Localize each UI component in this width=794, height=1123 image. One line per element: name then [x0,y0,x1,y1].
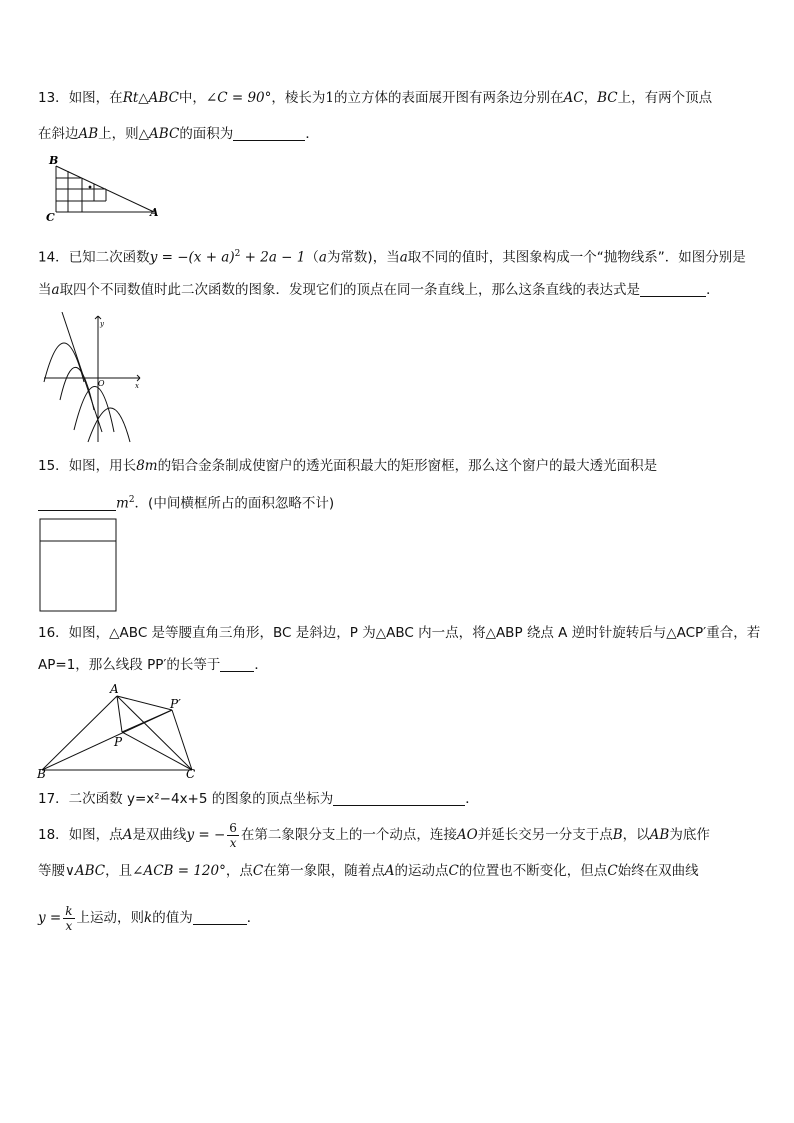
q13-figure [44,154,166,224]
q14-label-O: O [98,379,105,388]
q14-figure [40,312,144,444]
q16-figure [36,680,202,780]
q18-fraction-6-over-x: $\frac{6}{x}$ [229,820,237,850]
q15-answer-blank[interactable] [38,496,116,511]
q13-label-B: B [49,154,59,167]
q16-label-P-prime: P′ [170,697,181,711]
q14-line2: 当a取四个不同数值时此二次函数的图象．发现它们的顶点在同一条直线上，那么这条直线的表达式是 ． [38,282,720,298]
q15-line1: 15．如图，用长8m的铝合金条制成使窗户的透光面积最大的矩形窗框，那么这个窗户的最大透光面积是 [38,458,658,474]
q13-answer-blank[interactable] [233,126,305,141]
q17-line: 17．二次函数 y=x²−4x+5 的图象的顶点坐标为 ． [38,791,479,807]
q13-line1: 13．如图，在Rt△ABC中，∠C = 90°，棱长为1的立方体的表面展开图有两条边分别在AC，BC上，有两个顶点 [38,90,713,106]
q18-answer-blank[interactable] [193,910,247,925]
q13-label-C: C [46,211,55,224]
q13-label-A: A [150,206,159,219]
q16-line1: 16．如图，△ABC 是等腰直角三角形，BC 是斜边，P 为△ABC 内一点，将△ABP 绕点 A 逆时针旋转后与△ACP′重合，若 [38,625,761,641]
q16-label-A: A [110,682,119,696]
q18-line3: y = $\frac{k}{x}$ 上运动，则k的值为 ． [38,903,261,933]
q16-label-C: C [186,767,196,780]
q18-line2: 等腰∨ABC，且∠ACB = 120°，点C在第一象限，随着点A的运动点C的位置也不断变化，但点C始终在双曲线 [38,863,699,879]
q13-line2: 在斜边AB上，则△ABC的面积为 ． [38,126,319,142]
q17-answer-blank[interactable] [333,791,465,806]
q18-fraction-k-over-x: $\frac{k}{x}$ [65,903,73,933]
q15-line2: $m^2$．(中间横框所占的面积忽略不计) [38,491,334,513]
q14-answer-blank[interactable] [640,282,706,297]
q15-window-figure [39,518,119,614]
q16-answer-blank[interactable] [220,657,254,672]
q14-label-x: x [135,382,139,390]
q16-line2: AP=1，那么线段 PP′的长等于 ． [38,657,268,673]
q16-label-P: P [114,735,123,749]
q14-label-y: y [100,320,104,328]
q18-line1: 18．如图，点A是双曲线y = − $\frac{6}{x}$ 在第二象限分支上的一个动点，连接AO并延长交另一分支于点B，以AB为底作 [38,820,710,850]
q14-line1: 14．已知二次函数$y = -(x + a)^2 + 2a - 1(a$为常数)，当a取不同的值时，其图象构成一个“抛物线系”．如图分别是 [38,249,746,266]
q16-label-B: B [37,767,46,780]
